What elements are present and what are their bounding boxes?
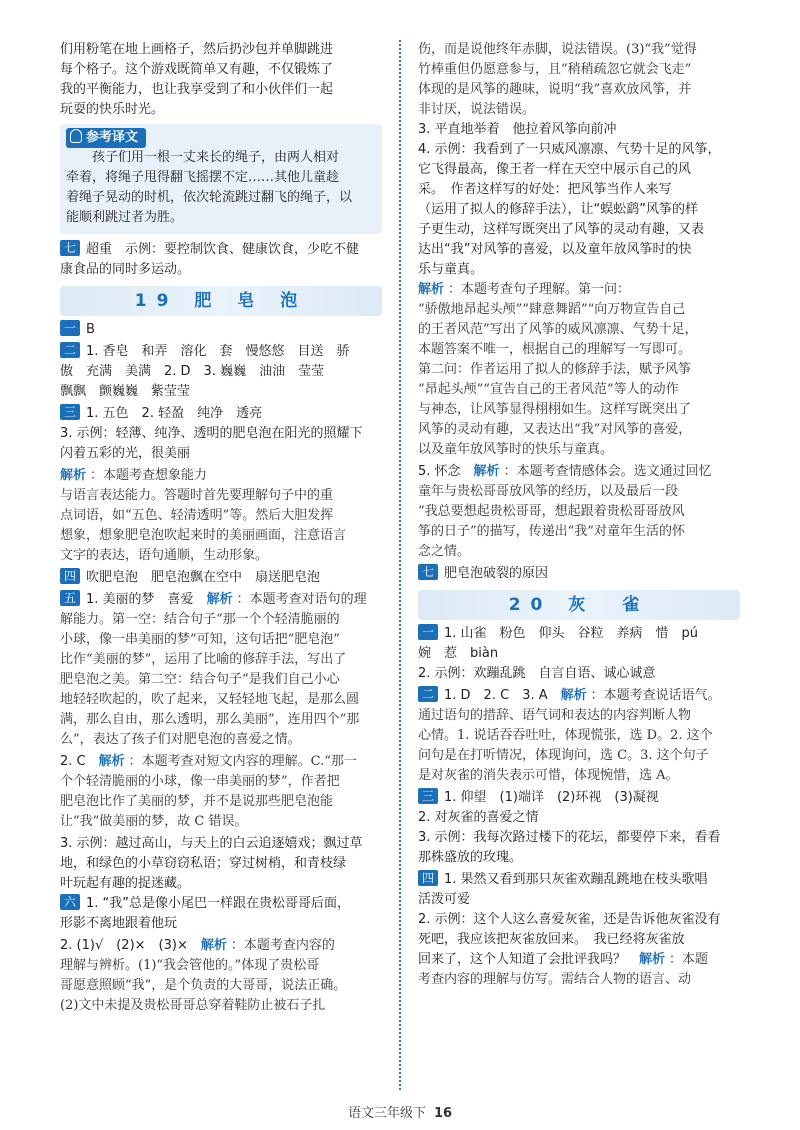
a4-note: ：本题 — [669, 952, 709, 967]
s6-block — [60, 894, 382, 934]
reference-panel — [60, 124, 382, 234]
s6-tag: 六 — [60, 894, 80, 910]
s6-q2-note: (2)文中未提及贵松哥哥总穿着鞋防止被石子扎 — [60, 998, 326, 1013]
bulb-icon — [70, 129, 82, 143]
a2-line: 二 1. D 2. C 3. A 解析 ：本题考查说话语气。 — [418, 686, 740, 706]
a1-block — [418, 624, 740, 684]
lesson-20-title: 20 灰 雀 — [418, 590, 740, 620]
q4: 子更生动，这样写既突出了风筝的灵动有趣，又表 — [418, 222, 705, 237]
s3-note: 点词语，如“五色、轻清透明”等。然后大胆发挥 — [60, 508, 334, 523]
s3-note: 与语言表达能力。答题时首先要理解句子中的重 — [60, 488, 334, 503]
s3-analysis — [60, 466, 382, 566]
s4-block — [60, 568, 382, 588]
s3-tag: 三 — [60, 404, 80, 420]
s3-line: 3. 示例：轻薄、纯净、透明的肥皂泡在阳光的照耀下 — [60, 426, 363, 441]
s5-q2-label: 解析 — [98, 754, 125, 769]
s5-note: 小球，像一串美丽的梦”可知，这句话把“肥皂泡” — [60, 632, 340, 647]
q4-note: 的王者风范”写出了风筝的威风凛凛、气势十足， — [418, 322, 698, 337]
s5-note: 满，那么自由，那么透明，那么美丽”，连用四个“那 — [60, 712, 360, 727]
q7-line: 康食品的同时多运动。 — [60, 262, 191, 277]
s1-line: 一 B — [60, 320, 382, 340]
q4: 它飞得最高，像王者一样在天空中展示自己的风 — [418, 162, 692, 177]
left-column — [60, 40, 382, 1018]
s3-line — [60, 466, 382, 486]
footer-subject: 语文三年级下 — [347, 1106, 426, 1121]
q4-label: 解析 — [418, 282, 445, 297]
a2-note: 问句是在打听情况，体现询问，选 C。3. 这个句子 — [418, 748, 709, 763]
s6-q2-note: 哥愿意照顾“我”，是个负责的大哥哥，说法正确。 — [60, 978, 347, 993]
s6-line: 形影不离地跟着他玩 — [60, 916, 178, 931]
reference-text: 着绳子晃动的时机，依次轮流跳过翻飞的绳子，以 — [66, 190, 353, 205]
s4-tag: 四 — [60, 568, 80, 584]
a4-label: 解析 — [639, 952, 666, 967]
q4: 乐与童真。 — [418, 262, 484, 277]
a4-line: 四 1. 果然又看到那只灰雀欢蹦乱跳地在枝头歌唱 — [418, 870, 740, 890]
right-column — [418, 40, 740, 992]
column-divider — [399, 40, 401, 1090]
s5-q2-line: 2. C 解析 ：本题考查对短文内容的理解。C.“那一 — [60, 754, 357, 769]
continued-note: 竹棒重但仍愿意参与，且“稍稍疏忽它就会飞走” — [418, 62, 692, 77]
a2-tag: 二 — [418, 686, 438, 702]
a4-note: 考查内容的理解与仿写。需结合人物的语言、动 — [418, 972, 692, 987]
a3-line: 3. 示例：我每次路过楼下的花坛，都要停下来，看看 — [418, 830, 721, 845]
a4-line: 回来了，这个人知道了会批评我吗？ 解析 ：本题 — [418, 952, 709, 967]
q4-note: ：本题考查句子理解。第一问： — [448, 282, 631, 297]
s3-line: 三 1. 五色 2. 轻盈 纯净 透亮 — [60, 404, 382, 424]
s5-q3: 地，和绿色的小草窃窃私语；穿过树梢，和青枝绿 — [60, 856, 347, 871]
s6-q2-note: 理解与辨析。(1)“我会管他的。”体现了贵松哥 — [60, 958, 320, 973]
s6-line: 六 1. “我”总是像小尾巴一样跟在贵松哥哥后面， — [60, 894, 382, 914]
s6-q2-label: 解析 — [200, 938, 227, 953]
lesson-19-title: 19 肥 皂 泡 — [60, 286, 382, 316]
a4-tag: 四 — [418, 870, 438, 886]
s5-q3: 叶玩起有趣的捉迷藏。 — [60, 876, 191, 891]
intro-text: 每个格子。这个游戏既简单又有趣，不仅锻炼了 — [60, 62, 334, 77]
q4: （运用了拟人的修辞手法），让“蜈蚣鹞”风筝的样 — [418, 202, 698, 217]
page-footer — [0, 1102, 800, 1121]
s5-tag: 五 — [60, 590, 80, 606]
a1-tag: 一 — [418, 624, 438, 640]
q4-note: 第二问：作者运用了拟人的修辞手法，赋予风筝 — [418, 362, 692, 377]
s5-q2-analysis — [60, 752, 382, 832]
q7-tag: 七 — [60, 240, 80, 256]
s5-q2-note: 肥皂泡比作了美丽的梦，并不是说那些肥皂泡能 — [60, 794, 334, 809]
q4: 4. 示例：我看到了一只威风凛凛、气势十足的风筝， — [418, 142, 721, 157]
s1-block — [60, 320, 382, 340]
a4-line: 死吧，我应该把灰雀放回来。 我已经将灰雀放 — [418, 932, 685, 947]
q4-note: 风筝的灵动有趣，又表达出“我”对风筝的喜爱， — [418, 422, 692, 437]
q5-note: 念之情。 — [418, 544, 471, 559]
s3-line: 闪着五彩的光，很美丽 — [60, 446, 191, 461]
q4-note: 以及童年放风筝时的快乐与童真。 — [418, 442, 614, 457]
q5-note: 筝的日子”的描写，传递出“我”对童年生活的怀 — [418, 524, 685, 539]
a3-tag: 三 — [418, 788, 438, 804]
a2-label: 解析 — [560, 688, 587, 703]
r-q7-tag: 七 — [418, 564, 438, 580]
s2-line: 二 1. 香皂 和弄 溶化 套 慢悠悠 目送 骄 — [60, 342, 382, 362]
s5-line: 五 1. 美丽的梦 喜爱 解析 ：本题考查对语句的理 — [60, 590, 382, 610]
continued-note: 体现的是风筝的趣味，说明“我”喜欢放风筝，并 — [418, 82, 692, 97]
s3-note: 文字的表达，语句通顺，生动形象。 — [60, 548, 269, 563]
q7-line: 七 超重 示例：要控制饮食、健康饮食，少吃不健 — [60, 240, 382, 260]
s5-note: 解能力。第一空：结合句子“那一个个轻清脆丽的 — [60, 612, 340, 627]
q4-analysis — [418, 280, 740, 460]
s2-tag: 二 — [60, 342, 80, 358]
s5-note: 肥皂泡之美。第二空：结合句子“是我们自己小心 — [60, 672, 340, 687]
reference-title-text: 参考译文 — [86, 130, 139, 145]
continued-note: 非讨厌，说法错误。 — [418, 102, 536, 117]
s6-q2-line: 2. (1)√ (2)× (3)× 解析 ：本题考查内容的 — [60, 938, 335, 953]
a3-line: 2. 对灰雀的喜爱之情 — [418, 810, 539, 825]
q4-note: 本题答案不唯一，根据自己的理解写一写即可。 — [418, 342, 692, 357]
q3: 3. 平直地举着 他拉着风筝向前冲 — [418, 122, 617, 137]
q4-line — [418, 280, 740, 300]
a2-block — [418, 686, 740, 786]
s2-block — [60, 342, 382, 402]
q7-block — [60, 240, 382, 280]
reference-text: 牵着，将绳子甩得翻飞摇摆不定……其他儿童趁 — [66, 170, 340, 185]
s5-q2-note: ：本题考查对短文内容的理解。C.“那一 — [128, 754, 357, 769]
s5-label: 解析 — [206, 592, 233, 607]
a3-line: 那株盛放的玫瑰。 — [418, 850, 523, 865]
s5-q3: 3. 示例：越过高山，与天上的白云追逐嬉戏；飘过草 — [60, 836, 363, 851]
s5-q2-note: 个个轻清脆丽的小球，像一串美丽的梦”，作者把 — [60, 774, 340, 789]
s4-line: 四 吹肥皂泡 肥皂泡飘在空中 扇送肥皂泡 — [60, 568, 382, 588]
q5-label: 解析 — [473, 464, 500, 479]
s2-line: 傲 充满 美满 2. D 3. 巍巍 油油 莹莹 — [60, 364, 325, 379]
s5-note: ：本题考查对语句的理 — [236, 592, 367, 607]
a2-note: ：本题考查说话语气。 — [590, 688, 721, 703]
s3-note: ：本题考查想象能力 — [90, 468, 208, 483]
s3-block — [60, 404, 382, 464]
intro-text: 玩耍的快乐时光。 — [60, 102, 165, 117]
a3-block — [418, 788, 740, 868]
reference-text: 能顺利跳过者为胜。 — [66, 210, 184, 225]
a1-line: 2. 示例：欢蹦乱跳 自言自语、诚心诚意 — [418, 666, 656, 681]
a4-line: 活泼可爱 — [418, 892, 471, 907]
s3-label: 解析 — [60, 468, 87, 483]
s1-tag: 一 — [60, 320, 80, 336]
s3-note: 想象，想象肥皂泡吹起来时的美丽画面，注意语言 — [60, 528, 347, 543]
q5-note: ：本题考查情感体会。选文通过回忆 — [503, 464, 712, 479]
s5-block — [60, 590, 382, 750]
q4-note: 与神态，让风筝显得栩栩如生。这样写既突出了 — [418, 402, 692, 417]
s5-q2-note: 让“我”做美丽的梦，故 C 错误。 — [60, 814, 248, 829]
q4-note: “骄傲地昂起头颅”“肆意舞蹈”“向万物宣告自己 — [418, 302, 686, 317]
s6-q2-note: ：本题考查内容的 — [230, 938, 335, 953]
r-q7-line: 七 肥皂泡破裂的原因 — [418, 564, 740, 584]
a1-line: 婉 惹 biàn — [418, 646, 499, 661]
page-number: 16 — [433, 1106, 453, 1121]
s5-note: 地轻轻吹起的，吹了起来，又轻轻地飞起，是那么圆 — [60, 692, 360, 707]
a4-line: 2. 示例：这个人这么喜爱灰雀，还是告诉他灰雀没有 — [418, 912, 721, 927]
a2-note: 心情。1. 说话吞吞吐吐，体现慌张，选 D。2. 这个 — [418, 728, 713, 743]
a1-line: 一 1. 山雀 粉色 仰头 谷粒 养病 惜 pú — [418, 624, 740, 644]
q5-analysis — [418, 462, 740, 562]
s2-line: 飘飘 颤巍巍 紫莹莹 — [60, 384, 191, 399]
reference-title — [66, 128, 146, 148]
a3-line: 三 1. 仰望 (1)端详 (2)环视 (3)凝视 — [418, 788, 740, 808]
s5-note: 比作“美丽的梦”，运用了比喻的修辞手法，写出了 — [60, 652, 347, 667]
q5-note: 童年与贵松哥哥放风筝的经历，以及最后一段 — [418, 484, 679, 499]
q4: 采。 作者这样写的好处：把风筝当作人来写 — [418, 182, 672, 197]
a2-note: 是对灰雀的消失表示可惜，体现惋惜，选 A。 — [418, 768, 679, 783]
reference-text: 孩子们用一根一丈来长的绳子，由两人相对 — [66, 150, 340, 165]
intro-text: 们用粉笔在地上画格子，然后扔沙包并单脚跳进 — [60, 42, 334, 57]
q5-line: 5. 怀念 解析 ：本题考查情感体会。选文通过回忆 — [418, 464, 712, 479]
a4-block — [418, 870, 740, 990]
a2-note: 通过语句的措辞、语气词和表达的内容判断人物 — [418, 708, 692, 723]
q5-note: “我总要想起贵松哥哥，想起跟着贵松哥哥放风 — [418, 504, 685, 519]
s5-note: 么”，表达了孩子们对肥皂泡的喜爱之情。 — [60, 732, 301, 747]
r-q7-block — [418, 564, 740, 584]
q4-note: “昂起头颅”“宣告自己的王者风范”等人的动作 — [418, 382, 679, 397]
continued-note: 伤，而是说他终年赤脚，说法错误。(3)“我”觉得 — [418, 42, 697, 57]
s6-q2-analysis — [60, 936, 382, 1016]
q4: 达出“我”对风筝的喜爱，以及童年放风筝时的快 — [418, 242, 692, 257]
intro-text: 我的平衡能力，也让我享受到了和小伙伴们一起 — [60, 82, 334, 97]
